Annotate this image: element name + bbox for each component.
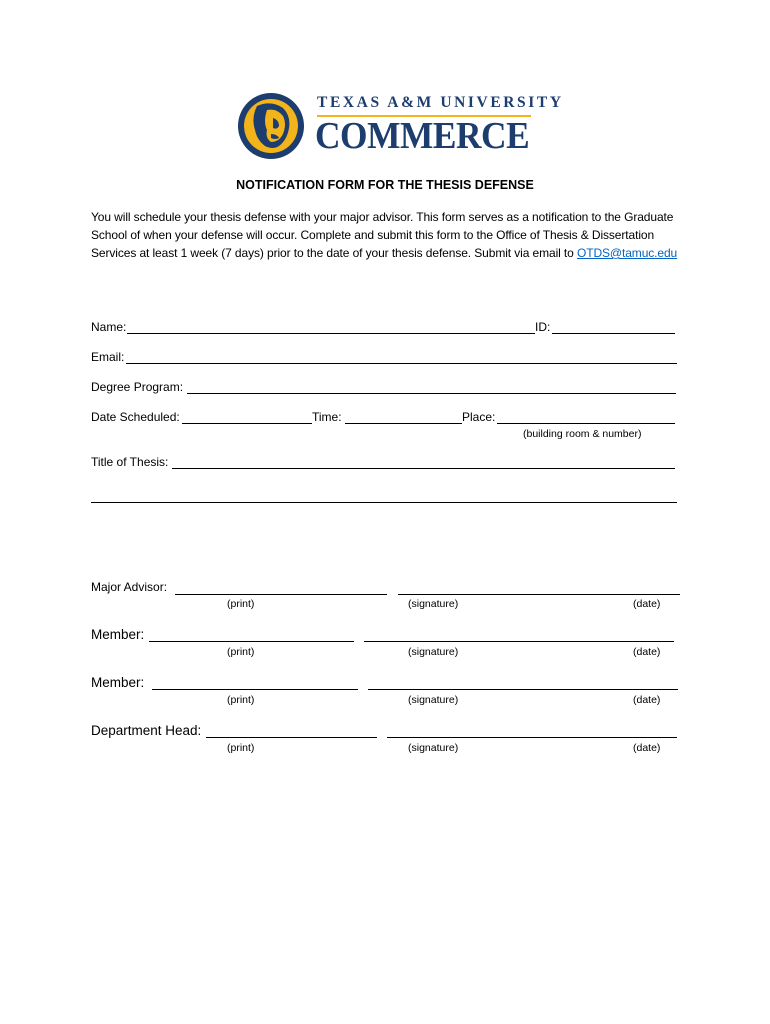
department-head-print-hint: (print) [227, 742, 255, 754]
degree-program-label: Degree Program: [91, 380, 184, 394]
major-advisor-signature-field[interactable] [398, 594, 680, 595]
member-2-signature-field[interactable] [368, 689, 678, 690]
member-1-signature-field[interactable] [364, 641, 674, 642]
major-advisor-label: Major Advisor: [91, 580, 168, 594]
form-title: NOTIFICATION FORM FOR THE THESIS DEFENSE [236, 178, 534, 192]
name-label: Name: [91, 320, 127, 334]
department-head-print-field[interactable] [206, 737, 377, 738]
member-1-print-hint: (print) [227, 646, 255, 658]
place-hint: (building room & number) [523, 428, 642, 440]
time-field[interactable] [345, 423, 462, 424]
title-of-thesis-label: Title of Thesis: [91, 455, 169, 469]
department-head-label: Department Head: [91, 723, 202, 738]
degree-program-field[interactable] [187, 393, 676, 394]
intro-paragraph [91, 208, 679, 262]
member-2-label: Member: [91, 675, 145, 690]
id-field[interactable] [552, 333, 675, 334]
member-1-label: Member: [91, 627, 145, 642]
title-of-thesis-field-line-2[interactable] [91, 502, 677, 503]
intro-text: You will schedule your thesis defense with your major advisor. This form serves as a notification to the Graduate School of when your defense will occur. Complete and submit this form to the Office of Thesis & Dissertation Services at least 1 week (7 days) prior to the date of your thesis defense. Submit via email to [91, 210, 674, 260]
member-2-print-hint: (print) [227, 694, 255, 706]
time-label: Time: [312, 410, 342, 424]
logo-top-text: TEXAS A&M UNIVERSITY [317, 94, 564, 111]
major-advisor-date-hint: (date) [633, 598, 661, 610]
member-2-date-hint: (date) [633, 694, 661, 706]
id-label: ID: [535, 320, 551, 334]
major-advisor-print-hint: (print) [227, 598, 255, 610]
date-scheduled-label: Date Scheduled: [91, 410, 180, 424]
member-2-signature-hint: (signature) [408, 694, 459, 706]
member-2-print-field[interactable] [152, 689, 358, 690]
logo-main-text: COMMERCE [315, 115, 530, 157]
place-label: Place: [462, 410, 496, 424]
major-advisor-signature-hint: (signature) [408, 598, 459, 610]
member-1-date-hint: (date) [633, 646, 661, 658]
department-head-signature-field[interactable] [387, 737, 677, 738]
member-1-signature-hint: (signature) [408, 646, 459, 658]
major-advisor-print-field[interactable] [175, 594, 387, 595]
email-label: Email: [91, 350, 125, 364]
department-head-date-hint: (date) [633, 742, 661, 754]
email-field[interactable] [126, 363, 677, 364]
department-head-signature-hint: (signature) [408, 742, 459, 754]
university-logo [237, 92, 564, 162]
place-field[interactable] [497, 423, 675, 424]
name-field[interactable] [127, 333, 535, 334]
title-of-thesis-field[interactable] [172, 468, 675, 469]
lion-head-icon [237, 92, 305, 160]
date-scheduled-field[interactable] [182, 423, 312, 424]
member-1-print-field[interactable] [149, 641, 354, 642]
email-link[interactable]: OTDS@tamuc.edu [576, 246, 678, 260]
